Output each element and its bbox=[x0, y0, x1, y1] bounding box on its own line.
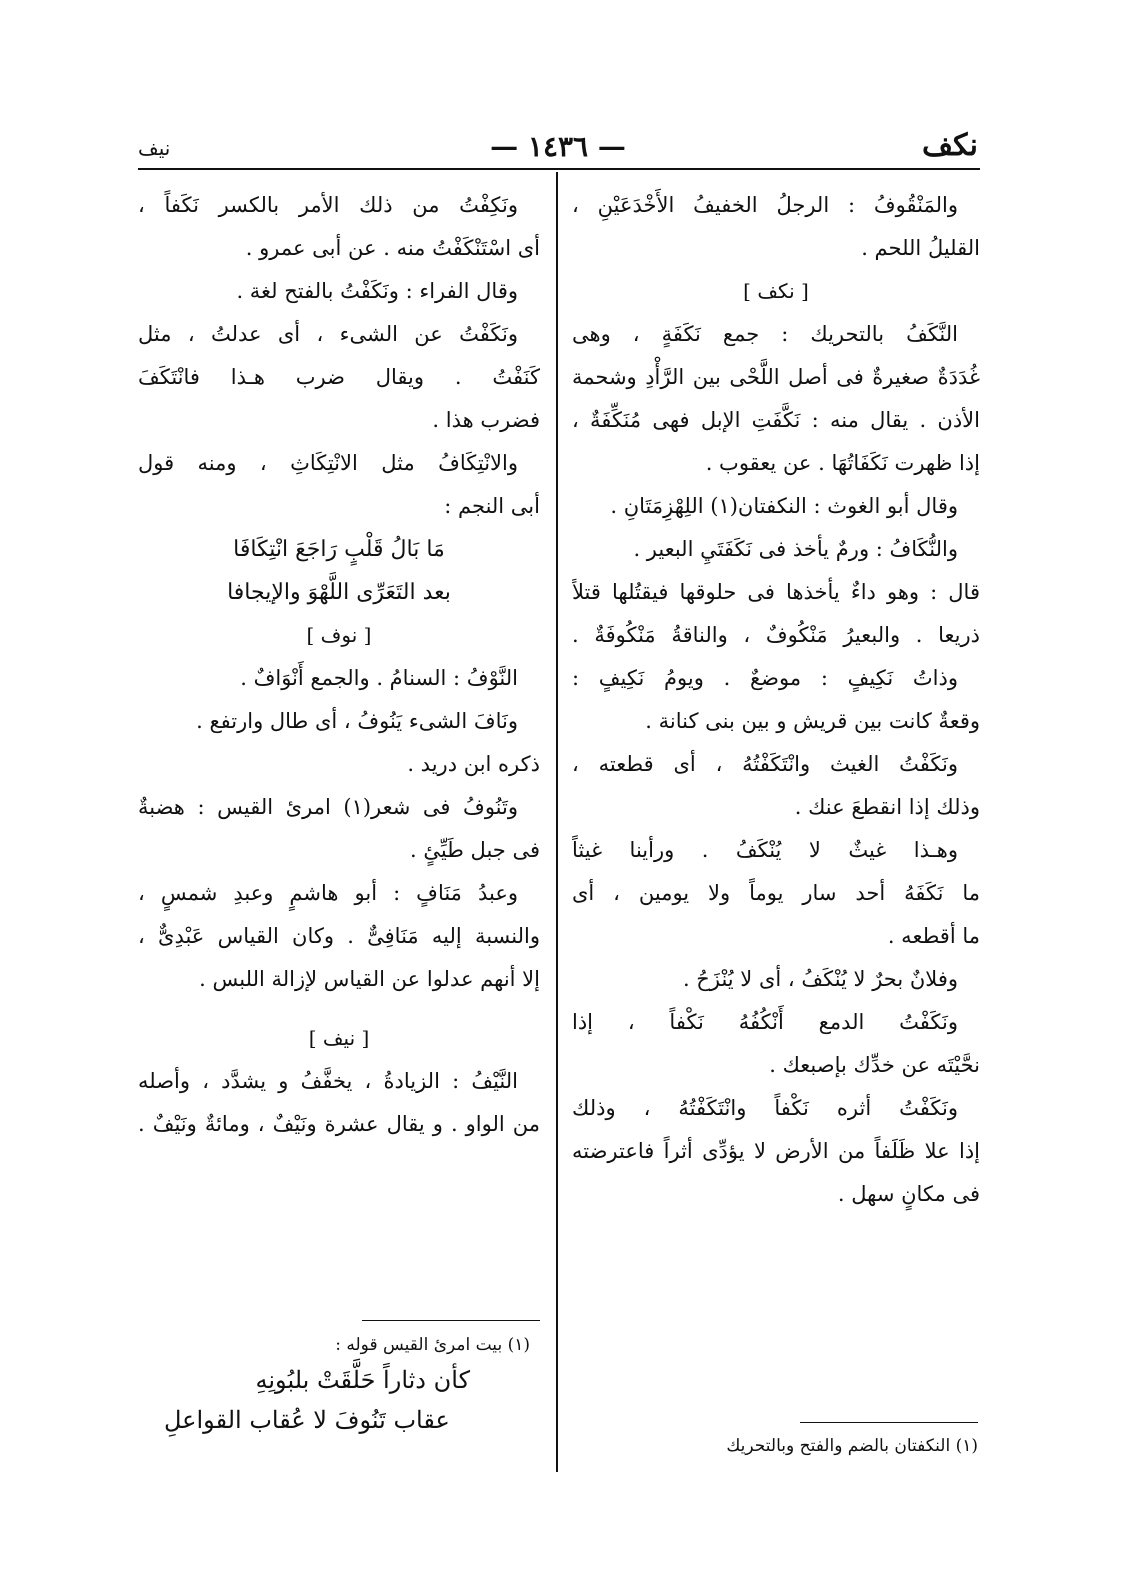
entry-heading: [ نكف ] bbox=[743, 279, 809, 303]
text-line: ذريعا . والبعيرُ مَنْكُوفٌ ، والناقةُ مَنْكُوفَةٌ . bbox=[572, 623, 980, 647]
text-line: ونَكَفْتُ الغيث وانْتَكَفْتُهُ ، أى قطعته ، bbox=[572, 752, 958, 776]
footnote-right: (١) النكفتان بالضم والفتح وبالتحريك bbox=[726, 1436, 978, 1456]
verse-line: بعد التَعَرِّى اللَّهْوَ والإيجافا bbox=[227, 580, 451, 605]
text-line: فى مكانٍ سهل . bbox=[837, 1182, 980, 1206]
text-line: ذكره ابن دريد . bbox=[407, 752, 540, 776]
text-line: ما أقطعه . bbox=[887, 924, 980, 948]
text-line: وقعةٌ كانت بين قريش و بين بنى كنانة . bbox=[645, 709, 980, 733]
footnote-left bbox=[138, 1330, 540, 1440]
column-divider bbox=[556, 172, 558, 1472]
text-line: أى اسْتَنْكَفْتُ منه . عن أبى عمرو . bbox=[245, 236, 540, 260]
text-line: أبى النجم : bbox=[444, 494, 540, 518]
head-word-left: نيف bbox=[138, 136, 171, 160]
entry-heading: [ نوف ] bbox=[306, 623, 372, 647]
text-line: النَّكَفُ بالتحريك : جمع نَكَفَةٍ ، وهى bbox=[572, 322, 958, 346]
text-line: فى جبل طَيِّئٍ . bbox=[409, 838, 540, 862]
footnote-intro: (١) بيت امرئ القيس قوله : bbox=[335, 1335, 530, 1355]
page-number: — ١٤٣٦ — bbox=[490, 130, 626, 163]
text-line: كَنَفْتُ . ويقال ضرب هـذا فانْتَكَفَ bbox=[138, 365, 540, 389]
text-line: ما نَكَفَهُ أحد سار يوماً ولا يومين ، أى bbox=[572, 881, 980, 905]
text-line: والانْتِكَافُ مثل الانْتِكَاثِ ، ومنه قول bbox=[138, 451, 518, 475]
text-line: إذا علا ظَلَفاً من الأرض لا يؤدِّى أثراً فاعترضته bbox=[572, 1139, 980, 1163]
text-line: إلا أنهم عدلوا عن القياس لإزالة اللبس . bbox=[199, 967, 540, 991]
text-line: وقال الفراء : ونَكَفْتُ بالفتح لغة . bbox=[236, 279, 518, 303]
text-line: قال : وهو داءٌ يأخذها فى حلوقها فيقتُلها قتلاً bbox=[572, 580, 980, 604]
header-rule bbox=[138, 168, 980, 170]
text-line: ونَكِفْتُ من ذلك الأمر بالكسر نَكَفاً ، bbox=[138, 193, 518, 217]
text-line: النَّوْفُ : السنامُ . والجمع أَنْوَافٌ . bbox=[240, 666, 518, 690]
text-line: الأذن . يقال منه : نَكَّفَتِ الإبل فهى مُنَكِّفَةٌ ، bbox=[572, 408, 980, 432]
footnote-rule bbox=[362, 1320, 540, 1321]
footnote-verse: عقاب تَنُوفَ لا عُقاب القواعلِ bbox=[164, 1406, 450, 1434]
text-line: وذاتُ نَكِيفٍ : موضعٌ . ويومُ نَكِيفٍ : bbox=[572, 666, 958, 690]
text-line: فضرب هذا . bbox=[432, 408, 540, 432]
text-line: ونَافَ الشىء يَنُوفُ ، أى طال وارتفع . bbox=[196, 709, 518, 733]
text-line: ونَكَفْتُ أثره نَكْفاً وانْتَكَفْتُهُ ، وذلك bbox=[572, 1096, 958, 1120]
text-line: وذلك إذا انقطعَ عنك . bbox=[794, 795, 980, 819]
verse-line: مَا بَالُ قَلْبٍ رَاجَعَ انْتِكَافَا bbox=[233, 537, 445, 562]
entry-heading: [ نيف ] bbox=[308, 1026, 370, 1050]
text-line: ونَكَفْتُ الدمع أَنْكُفُهُ نَكْفاً ، إذا bbox=[572, 1010, 958, 1034]
right-column bbox=[572, 184, 980, 1216]
spacer bbox=[138, 1001, 540, 1017]
text-line: وتَنُوفُ فى شعر(١) امرئ القيس : هضبةٌ bbox=[138, 795, 518, 819]
text-line: القليلُ اللحم . bbox=[861, 236, 980, 260]
text-line: وهـذا غيثٌ لا يُنْكَفُ . ورأينا غيثاً bbox=[572, 838, 958, 862]
text-line: وقال أبو الغوث : النكفتان(١) اللِهْزِمَتَانِ . bbox=[610, 494, 958, 518]
text-line: والمَنْقُوفُ : الرجلُ الخفيفُ الأَخْدَعَيْنِ ، bbox=[572, 193, 958, 217]
text-line: والنسبة إليه مَنَافِىٌّ . وكان القياس عَبْدِىٌّ ، bbox=[138, 924, 540, 948]
text-line: والنُّكَافُ : ورمٌ يأخذ فى نَكَفَتَيِ البعير . bbox=[633, 537, 958, 561]
text-line: من الواو . و يقال عشرة ونَيْفٌ ، ومائةٌ ونَيْفٌ . bbox=[138, 1112, 540, 1136]
head-word-right: نكف bbox=[922, 128, 978, 163]
text-line: وعبدُ مَنَافٍ : أبو هاشمٍ وعبدِ شمسٍ ، bbox=[138, 881, 518, 905]
running-head bbox=[138, 128, 978, 168]
text-line: وفلانٌ بحرٌ لا يُنْكَفُ ، أى لا يُنْزَحُ . bbox=[682, 967, 958, 991]
left-column bbox=[138, 184, 540, 1146]
text-line: غُدَدَةٌ صغيرةٌ فى أصل اللَّحْى بين الرَّأْدِ وشحمة bbox=[572, 365, 980, 389]
text-line: نحَّيْتَه عن خدِّك بإصبعك . bbox=[769, 1053, 980, 1077]
text-line: إذا ظهرت نَكَفَاتُهَا . عن يعقوب . bbox=[705, 451, 980, 475]
text-line: النَّيْفُ : الزيادةُ ، يخفَّفُ و يشدَّد ، وأصله bbox=[138, 1069, 518, 1093]
footnote-rule bbox=[800, 1422, 978, 1423]
text-line: ونَكَفْتُ عن الشىء ، أى عدلتُ ، مثل bbox=[138, 322, 518, 346]
footnote-verse: كأن دثاراً حَلَّقَتْ بلبُونِهِ bbox=[255, 1366, 470, 1394]
